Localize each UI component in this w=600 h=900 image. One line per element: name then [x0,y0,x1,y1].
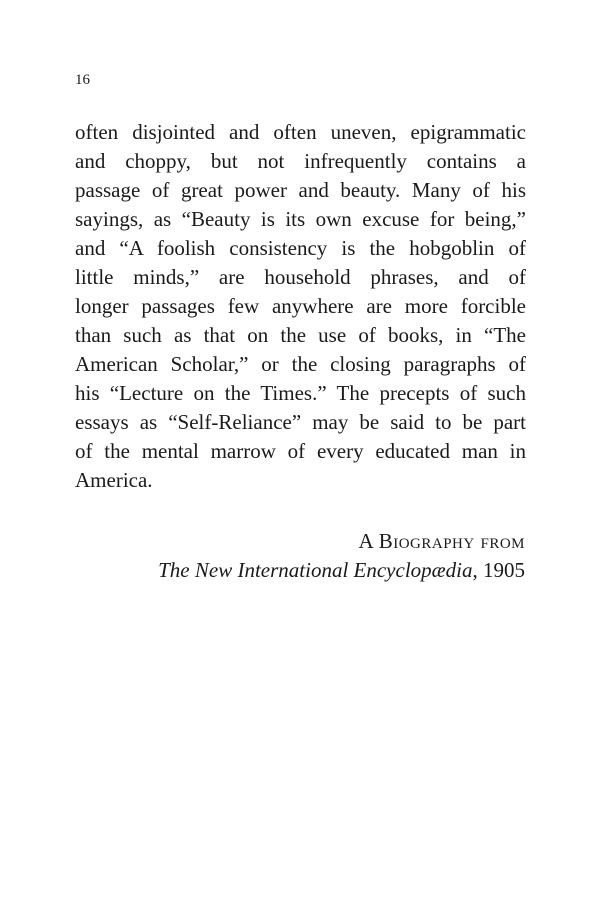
attribution-source: A Biography from [358,529,525,553]
body-line: often disjointed and often uneven, epigrammatic [75,120,526,144]
page-number: 16 [75,72,90,88]
body-paragraph [75,118,526,495]
body-line: and choppy, but not infrequently contains a [75,149,526,173]
attribution-work-title: The New International Encyclopædia [158,558,473,582]
body-line: his “Lecture on the Times.” The precepts of such [75,381,526,405]
body-line: passage of great power and beauty. Many of his [75,178,526,202]
attribution-work [158,556,525,585]
body-line: sayings, as “Beauty is its own excuse for being,” [75,207,526,231]
body-line: little minds,” are household phrases, and of [75,265,526,289]
body-line: of the mental marrow of every educated man in [75,439,526,463]
body-line: essays as “Self-Reliance” may be said to be part [75,410,526,434]
body-line: than such as that on the use of books, in “The [75,323,526,347]
body-line: and “A foolish consistency is the hobgoblin of [75,236,526,260]
attribution [158,527,525,585]
body-line: American Scholar,” or the closing paragraphs of [75,352,526,376]
body-line: longer passages few anywhere are more forcible [75,294,526,318]
attribution-year: , 1905 [472,558,525,582]
body-line: America. [75,468,153,492]
